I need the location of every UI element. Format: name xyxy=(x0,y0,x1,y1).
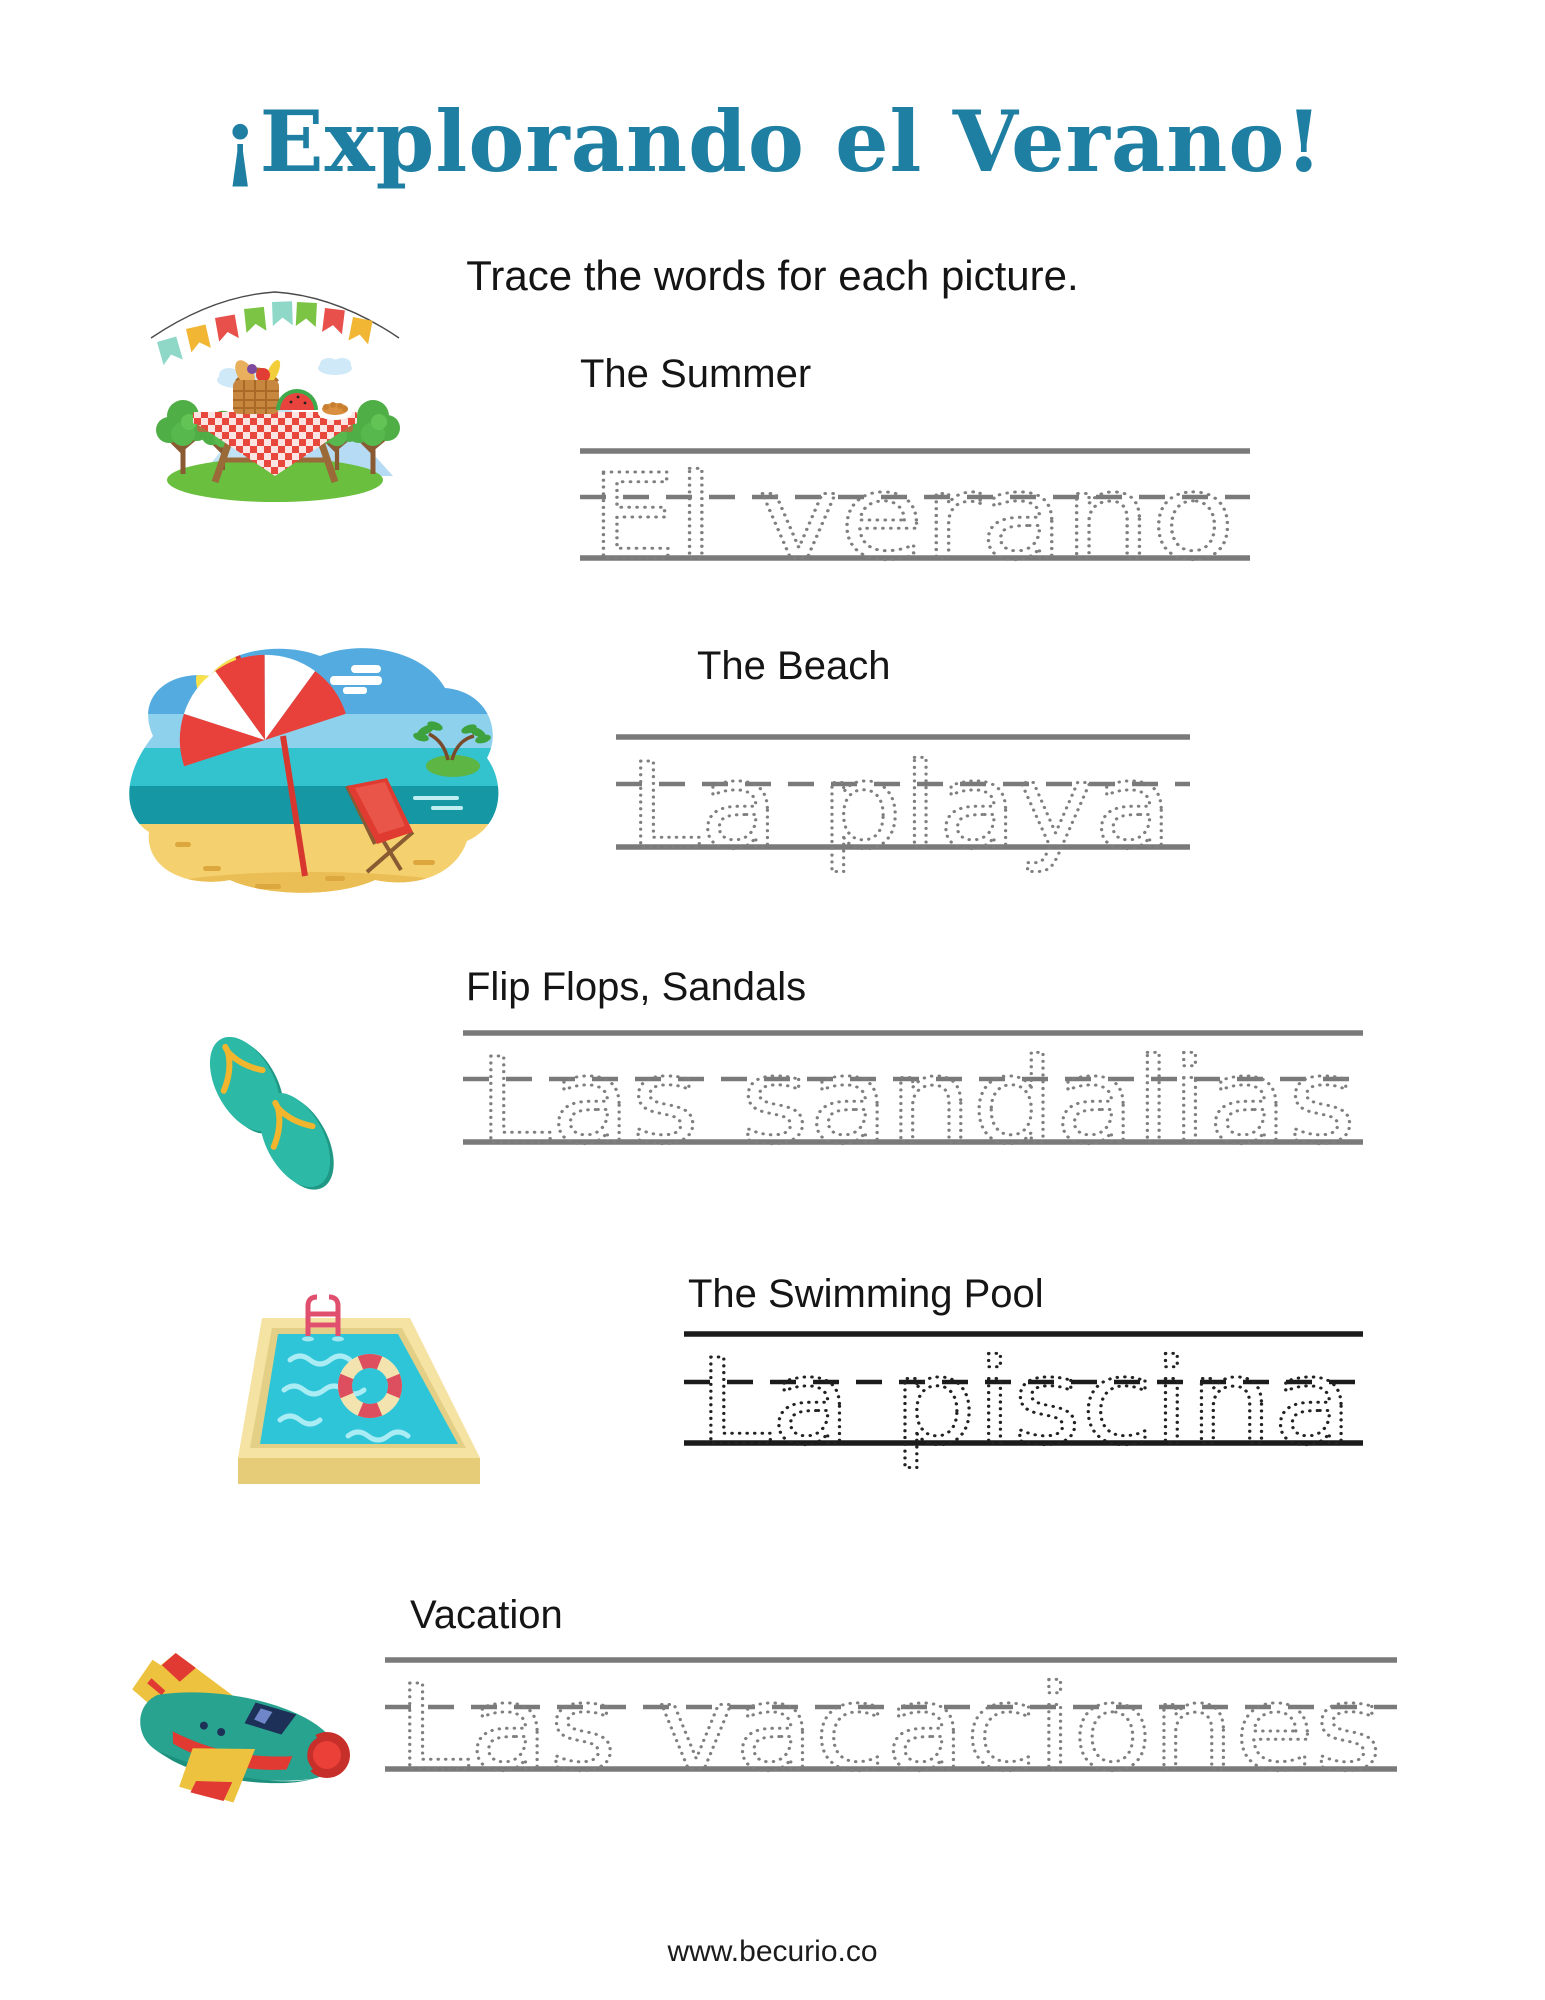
flip-flops-icon xyxy=(183,1012,358,1207)
trace-word-la-playa: La playa xyxy=(628,737,1173,875)
row-label-vacation: Vacation xyxy=(410,1593,563,1637)
picnic-scene-illustration xyxy=(145,278,405,503)
trace-word-las-sandalias: Las sandalias xyxy=(478,1032,1356,1170)
bunting-flags xyxy=(157,301,373,365)
footer-url: www.becurio.co xyxy=(667,1935,878,1968)
trace-word-las-vacaciones: Las vacaciones xyxy=(397,1659,1382,1797)
airplane-icon xyxy=(103,1642,373,1827)
beach-scene-illustration xyxy=(115,636,505,906)
trace-line-las-vacaciones xyxy=(375,1657,1405,1817)
row-label-sandals: Flip Flops, Sandals xyxy=(466,965,807,1009)
swimming-pool-icon xyxy=(228,1286,493,1491)
trace-line-las-sandalias xyxy=(453,1030,1373,1190)
swimming-pool-illustration xyxy=(228,1286,493,1491)
flip-flops-illustration xyxy=(183,1012,358,1207)
row-label-summer: The Summer xyxy=(580,352,812,396)
picnic-icon xyxy=(145,278,405,503)
row-label-beach: The Beach xyxy=(697,644,891,688)
trace-line-la-piscina xyxy=(674,1331,1374,1501)
trace-line-la-playa xyxy=(606,734,1206,899)
trace-word-el-verano: El verano xyxy=(590,448,1235,586)
trace-word-la-piscina: La piscina xyxy=(698,1333,1353,1471)
row-label-pool: The Swimming Pool xyxy=(688,1272,1044,1316)
page-subtitle: Trace the words for each picture. xyxy=(466,252,1079,299)
page-title: ¡Explorando el Verano! xyxy=(221,92,1324,191)
beach-icon xyxy=(115,636,505,906)
airplane-illustration xyxy=(103,1642,373,1827)
trace-line-el-verano xyxy=(570,448,1270,608)
